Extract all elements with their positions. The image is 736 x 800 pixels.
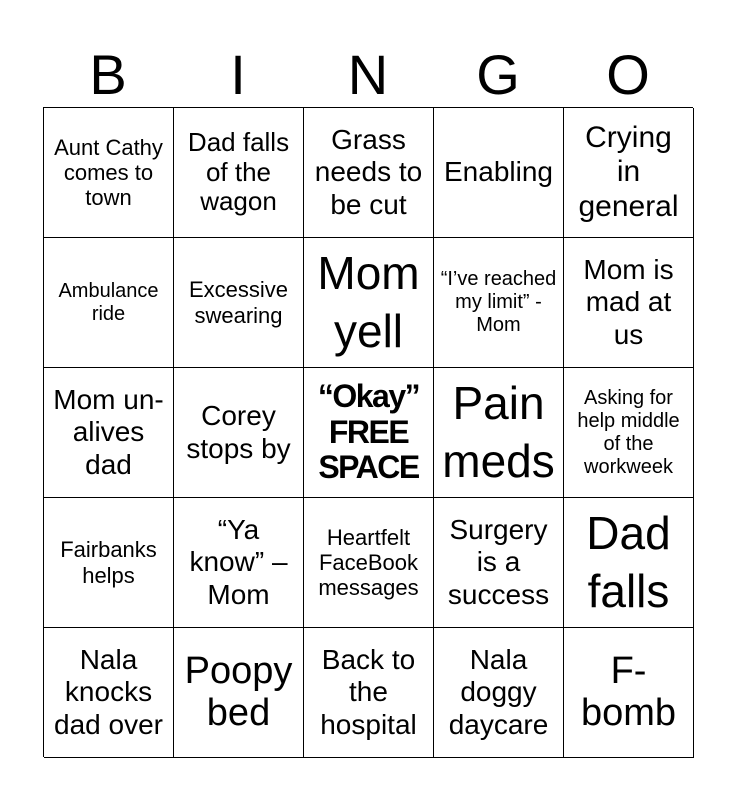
bingo-cell-r2-c4[interactable]: “I’ve reached my limit” - Mom [434, 238, 564, 368]
header-letter-i: I [230, 43, 246, 106]
bingo-cell-r1-c2[interactable]: Dad falls of the wagon [174, 108, 304, 238]
bingo-cell-r5-c4[interactable]: Nala doggy daycare [434, 628, 564, 758]
bingo-cell-r4-c5[interactable]: Dad falls [564, 498, 694, 628]
bingo-cell-r4-c1[interactable]: Fairbanks helps [44, 498, 174, 628]
bingo-cell-r2-c5[interactable]: Mom is mad at us [564, 238, 694, 368]
bingo-cell-r1-c5[interactable]: Crying in general [564, 108, 694, 238]
bingo-cell-r4-c2[interactable]: “Ya know” – Mom [174, 498, 304, 628]
bingo-cell-r5-c5[interactable]: F-bomb [564, 628, 694, 758]
header-letter-b: B [89, 43, 127, 106]
bingo-cell-r5-c1[interactable]: Nala knocks dad over [44, 628, 174, 758]
bingo-cell-r5-c3[interactable]: Back to the hospital [304, 628, 434, 758]
header-letter-o: O [606, 43, 650, 106]
bingo-cell-r1-c1[interactable]: Aunt Cathy comes to town [44, 108, 174, 238]
bingo-header [43, 44, 693, 106]
bingo-cell-r4-c4[interactable]: Surgery is a success [434, 498, 564, 628]
header-letter-n: N [347, 43, 389, 106]
bingo-cell-r2-c1[interactable]: Ambulance ride [44, 238, 174, 368]
bingo-cell-r1-c3[interactable]: Grass needs to be cut [304, 108, 434, 238]
bingo-cell-r2-c3[interactable]: Mom yell [304, 238, 434, 368]
bingo-cell-r3-c5[interactable]: Asking for help middle of the workweek [564, 368, 694, 498]
bingo-cell-r2-c2[interactable]: Excessive swearing [174, 238, 304, 368]
bingo-cell-r5-c2[interactable]: Poopy bed [174, 628, 304, 758]
bingo-cell-r3-c4[interactable]: Pain meds [434, 368, 564, 498]
free-space-cell[interactable]: “Okay” FREE SPACE [304, 368, 434, 498]
bingo-board [43, 107, 693, 757]
bingo-cell-r1-c4[interactable]: Enabling [434, 108, 564, 238]
bingo-cell-r3-c1[interactable]: Mom un-alives dad [44, 368, 174, 498]
bingo-cell-r4-c3[interactable]: Heartfelt FaceBook messages [304, 498, 434, 628]
bingo-cell-r3-c2[interactable]: Corey stops by [174, 368, 304, 498]
header-letter-g: G [476, 43, 520, 106]
